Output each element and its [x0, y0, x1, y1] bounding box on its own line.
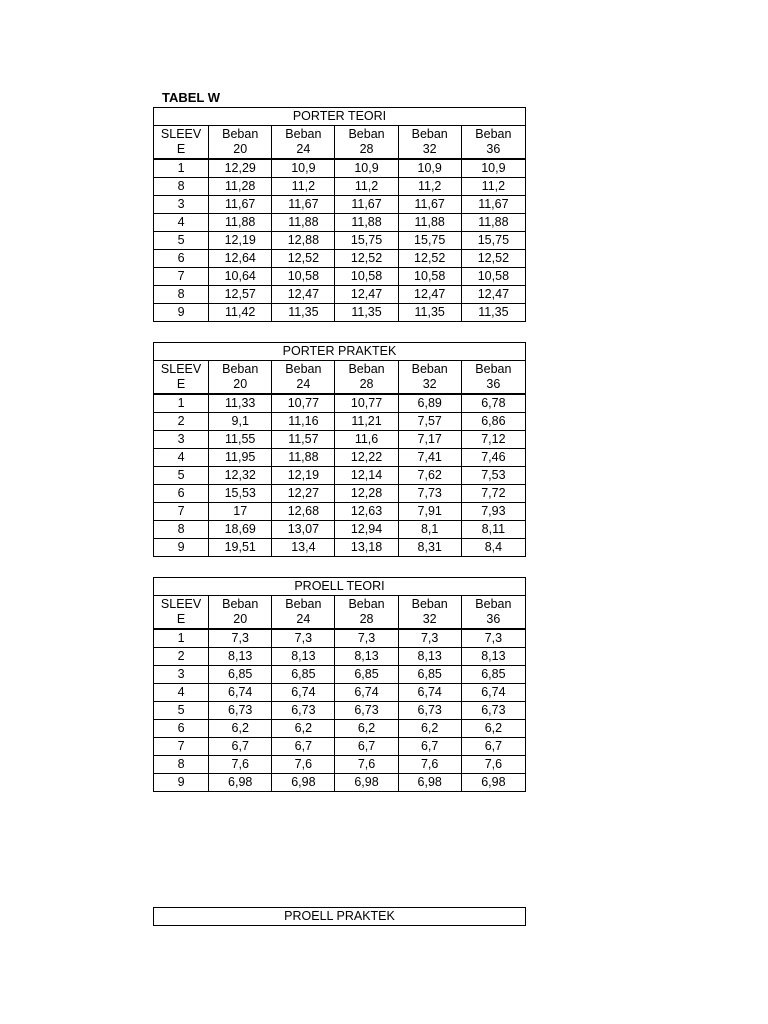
table-row	[154, 286, 526, 304]
sleeve-cell: 7	[154, 738, 209, 756]
value-cell: 12,64	[209, 250, 272, 268]
table-row	[154, 467, 526, 485]
sleeve-cell: 9	[154, 774, 209, 792]
value-cell: 7,6	[335, 756, 398, 774]
value-cell: 6,2	[209, 720, 272, 738]
value-cell: 6,7	[209, 738, 272, 756]
value-cell: 12,19	[209, 232, 272, 250]
value-cell: 10,64	[209, 268, 272, 286]
header-load: Beban 24	[272, 361, 335, 395]
sleeve-cell: 3	[154, 666, 209, 684]
value-cell: 15,75	[461, 232, 525, 250]
value-cell: 11,57	[272, 431, 335, 449]
header-load: Beban 32	[398, 126, 461, 160]
table-title: PORTER TEORI	[154, 108, 526, 126]
value-cell: 15,75	[335, 232, 398, 250]
value-cell: 6,85	[335, 666, 398, 684]
table-row	[154, 666, 526, 684]
value-cell: 8,11	[461, 521, 525, 539]
sleeve-cell: 1	[154, 394, 209, 413]
table-row	[154, 648, 526, 666]
value-cell: 12,47	[398, 286, 461, 304]
value-cell: 8,13	[272, 648, 335, 666]
value-cell: 8,4	[461, 539, 525, 557]
table-row	[154, 738, 526, 756]
header-load: Beban 28	[335, 596, 398, 630]
value-cell: 12,63	[335, 503, 398, 521]
sleeve-cell: 8	[154, 521, 209, 539]
value-cell: 11,35	[272, 304, 335, 322]
value-cell: 8,13	[398, 648, 461, 666]
table-row	[154, 521, 526, 539]
sleeve-cell: 5	[154, 702, 209, 720]
value-cell: 12,28	[335, 485, 398, 503]
value-cell: 7,91	[398, 503, 461, 521]
table-row	[154, 629, 526, 648]
value-cell: 10,58	[398, 268, 461, 286]
header-load: Beban 32	[398, 596, 461, 630]
value-cell: 11,2	[461, 178, 525, 196]
value-cell: 10,58	[272, 268, 335, 286]
value-cell: 10,9	[461, 159, 525, 178]
value-cell: 11,2	[398, 178, 461, 196]
sleeve-cell: 2	[154, 648, 209, 666]
sleeve-cell: 4	[154, 449, 209, 467]
value-cell: 10,58	[335, 268, 398, 286]
value-cell: 12,27	[272, 485, 335, 503]
table-row	[154, 413, 526, 431]
value-cell: 11,88	[335, 214, 398, 232]
value-cell: 7,46	[461, 449, 525, 467]
header-load: Beban 20	[209, 361, 272, 395]
value-cell: 11,2	[272, 178, 335, 196]
value-cell: 10,9	[272, 159, 335, 178]
value-cell: 12,68	[272, 503, 335, 521]
sleeve-cell: 8	[154, 756, 209, 774]
value-cell: 6,2	[335, 720, 398, 738]
table-title: PORTER PRAKTEK	[154, 343, 526, 361]
value-cell: 11,67	[209, 196, 272, 214]
value-cell: 6,73	[209, 702, 272, 720]
sleeve-cell: 3	[154, 196, 209, 214]
value-cell: 12,52	[461, 250, 525, 268]
value-cell: 12,57	[209, 286, 272, 304]
value-cell: 6,98	[272, 774, 335, 792]
value-cell: 6,85	[398, 666, 461, 684]
value-cell: 7,57	[398, 413, 461, 431]
table-row	[154, 196, 526, 214]
value-cell: 12,47	[272, 286, 335, 304]
value-cell: 11,35	[398, 304, 461, 322]
value-cell: 11,67	[335, 196, 398, 214]
table-row	[154, 702, 526, 720]
sleeve-cell: 6	[154, 250, 209, 268]
value-cell: 11,67	[461, 196, 525, 214]
value-cell: 7,3	[398, 629, 461, 648]
header-load: Beban 24	[272, 596, 335, 630]
value-cell: 7,62	[398, 467, 461, 485]
sleeve-cell: 1	[154, 159, 209, 178]
table-porter-teori	[153, 107, 526, 322]
value-cell: 11,16	[272, 413, 335, 431]
document-title: TABEL W	[162, 90, 221, 105]
value-cell: 6,73	[398, 702, 461, 720]
table-row	[154, 485, 526, 503]
header-load: Beban 36	[461, 126, 525, 160]
value-cell: 11,35	[461, 304, 525, 322]
value-cell: 6,78	[461, 394, 525, 413]
sleeve-cell: 8	[154, 286, 209, 304]
table-row	[154, 684, 526, 702]
value-cell: 11,33	[209, 394, 272, 413]
value-cell: 6,73	[335, 702, 398, 720]
value-cell: 6,73	[461, 702, 525, 720]
value-cell: 7,93	[461, 503, 525, 521]
value-cell: 13,07	[272, 521, 335, 539]
value-cell: 17	[209, 503, 272, 521]
value-cell: 11,88	[461, 214, 525, 232]
value-cell: 6,74	[272, 684, 335, 702]
value-cell: 8,31	[398, 539, 461, 557]
value-cell: 7,3	[335, 629, 398, 648]
value-cell: 7,12	[461, 431, 525, 449]
value-cell: 11,88	[272, 214, 335, 232]
value-cell: 6,7	[335, 738, 398, 756]
value-cell: 10,77	[272, 394, 335, 413]
header-row	[154, 126, 526, 160]
value-cell: 11,67	[272, 196, 335, 214]
value-cell: 12,52	[335, 250, 398, 268]
value-cell: 10,58	[461, 268, 525, 286]
value-cell: 6,98	[335, 774, 398, 792]
table-row	[154, 232, 526, 250]
table-row	[154, 268, 526, 286]
value-cell: 7,3	[461, 629, 525, 648]
table-title: PROELL TEORI	[154, 578, 526, 596]
value-cell: 11,95	[209, 449, 272, 467]
value-cell: 7,6	[209, 756, 272, 774]
value-cell: 7,3	[209, 629, 272, 648]
value-cell: 11,21	[335, 413, 398, 431]
value-cell: 11,2	[335, 178, 398, 196]
value-cell: 6,86	[461, 413, 525, 431]
value-cell: 10,9	[335, 159, 398, 178]
value-cell: 15,75	[398, 232, 461, 250]
table-row	[154, 214, 526, 232]
value-cell: 11,28	[209, 178, 272, 196]
value-cell: 6,85	[209, 666, 272, 684]
value-cell: 11,6	[335, 431, 398, 449]
header-load: Beban 36	[461, 361, 525, 395]
sleeve-cell: 2	[154, 413, 209, 431]
value-cell: 12,94	[335, 521, 398, 539]
sleeve-cell: 6	[154, 720, 209, 738]
value-cell: 6,98	[461, 774, 525, 792]
table-row	[154, 756, 526, 774]
value-cell: 11,88	[398, 214, 461, 232]
value-cell: 7,73	[398, 485, 461, 503]
header-load: Beban 20	[209, 126, 272, 160]
value-cell: 7,53	[461, 467, 525, 485]
table-row	[154, 720, 526, 738]
value-cell: 6,74	[461, 684, 525, 702]
value-cell: 12,22	[335, 449, 398, 467]
value-cell: 11,55	[209, 431, 272, 449]
value-cell: 12,47	[461, 286, 525, 304]
sleeve-cell: 9	[154, 539, 209, 557]
value-cell: 6,98	[209, 774, 272, 792]
table-proell-praktek	[153, 907, 526, 926]
sleeve-cell: 9	[154, 304, 209, 322]
value-cell: 12,88	[272, 232, 335, 250]
value-cell: 7,72	[461, 485, 525, 503]
table-row	[154, 503, 526, 521]
header-load: Beban 36	[461, 596, 525, 630]
value-cell: 6,73	[272, 702, 335, 720]
table-porter-praktek	[153, 342, 526, 557]
value-cell: 12,32	[209, 467, 272, 485]
value-cell: 6,74	[335, 684, 398, 702]
value-cell: 19,51	[209, 539, 272, 557]
value-cell: 12,52	[398, 250, 461, 268]
header-row	[154, 361, 526, 395]
value-cell: 10,9	[398, 159, 461, 178]
value-cell: 6,7	[272, 738, 335, 756]
header-sleeve: SLEEV E	[154, 361, 209, 395]
table-row	[154, 178, 526, 196]
table-row	[154, 250, 526, 268]
sleeve-cell: 7	[154, 268, 209, 286]
value-cell: 6,7	[398, 738, 461, 756]
value-cell: 11,42	[209, 304, 272, 322]
value-cell: 6,85	[272, 666, 335, 684]
value-cell: 12,14	[335, 467, 398, 485]
value-cell: 13,18	[335, 539, 398, 557]
header-sleeve: SLEEV E	[154, 596, 209, 630]
sleeve-cell: 6	[154, 485, 209, 503]
value-cell: 6,2	[272, 720, 335, 738]
value-cell: 10,77	[335, 394, 398, 413]
value-cell: 18,69	[209, 521, 272, 539]
value-cell: 11,88	[209, 214, 272, 232]
table-row	[154, 539, 526, 557]
value-cell: 12,29	[209, 159, 272, 178]
value-cell: 8,13	[335, 648, 398, 666]
sleeve-cell: 1	[154, 629, 209, 648]
header-load: Beban 20	[209, 596, 272, 630]
value-cell: 6,89	[398, 394, 461, 413]
value-cell: 11,35	[335, 304, 398, 322]
value-cell: 11,88	[272, 449, 335, 467]
header-load: Beban 24	[272, 126, 335, 160]
table-row	[154, 304, 526, 322]
table-row	[154, 431, 526, 449]
value-cell: 15,53	[209, 485, 272, 503]
value-cell: 7,6	[461, 756, 525, 774]
table-proell-teori	[153, 577, 526, 792]
value-cell: 8,13	[461, 648, 525, 666]
sleeve-cell: 8	[154, 178, 209, 196]
value-cell: 12,19	[272, 467, 335, 485]
header-row	[154, 596, 526, 630]
header-load: Beban 28	[335, 126, 398, 160]
table-row	[154, 774, 526, 792]
value-cell: 6,7	[461, 738, 525, 756]
header-load: Beban 28	[335, 361, 398, 395]
value-cell: 7,17	[398, 431, 461, 449]
value-cell: 8,13	[209, 648, 272, 666]
value-cell: 11,67	[398, 196, 461, 214]
value-cell: 13,4	[272, 539, 335, 557]
value-cell: 6,74	[398, 684, 461, 702]
sleeve-cell: 3	[154, 431, 209, 449]
sleeve-cell: 4	[154, 684, 209, 702]
value-cell: 8,1	[398, 521, 461, 539]
value-cell: 6,98	[398, 774, 461, 792]
sleeve-cell: 7	[154, 503, 209, 521]
value-cell: 7,6	[272, 756, 335, 774]
value-cell: 6,85	[461, 666, 525, 684]
sleeve-cell: 4	[154, 214, 209, 232]
value-cell: 12,52	[272, 250, 335, 268]
table-row	[154, 449, 526, 467]
header-load: Beban 32	[398, 361, 461, 395]
table-row	[154, 159, 526, 178]
value-cell: 7,6	[398, 756, 461, 774]
header-sleeve: SLEEV E	[154, 126, 209, 160]
value-cell: 6,74	[209, 684, 272, 702]
value-cell: 6,2	[461, 720, 525, 738]
value-cell: 6,2	[398, 720, 461, 738]
value-cell: 12,47	[335, 286, 398, 304]
table-row	[154, 394, 526, 413]
table-title: PROELL PRAKTEK	[154, 908, 526, 926]
sleeve-cell: 5	[154, 232, 209, 250]
value-cell: 9,1	[209, 413, 272, 431]
value-cell: 7,3	[272, 629, 335, 648]
sleeve-cell: 5	[154, 467, 209, 485]
value-cell: 7,41	[398, 449, 461, 467]
